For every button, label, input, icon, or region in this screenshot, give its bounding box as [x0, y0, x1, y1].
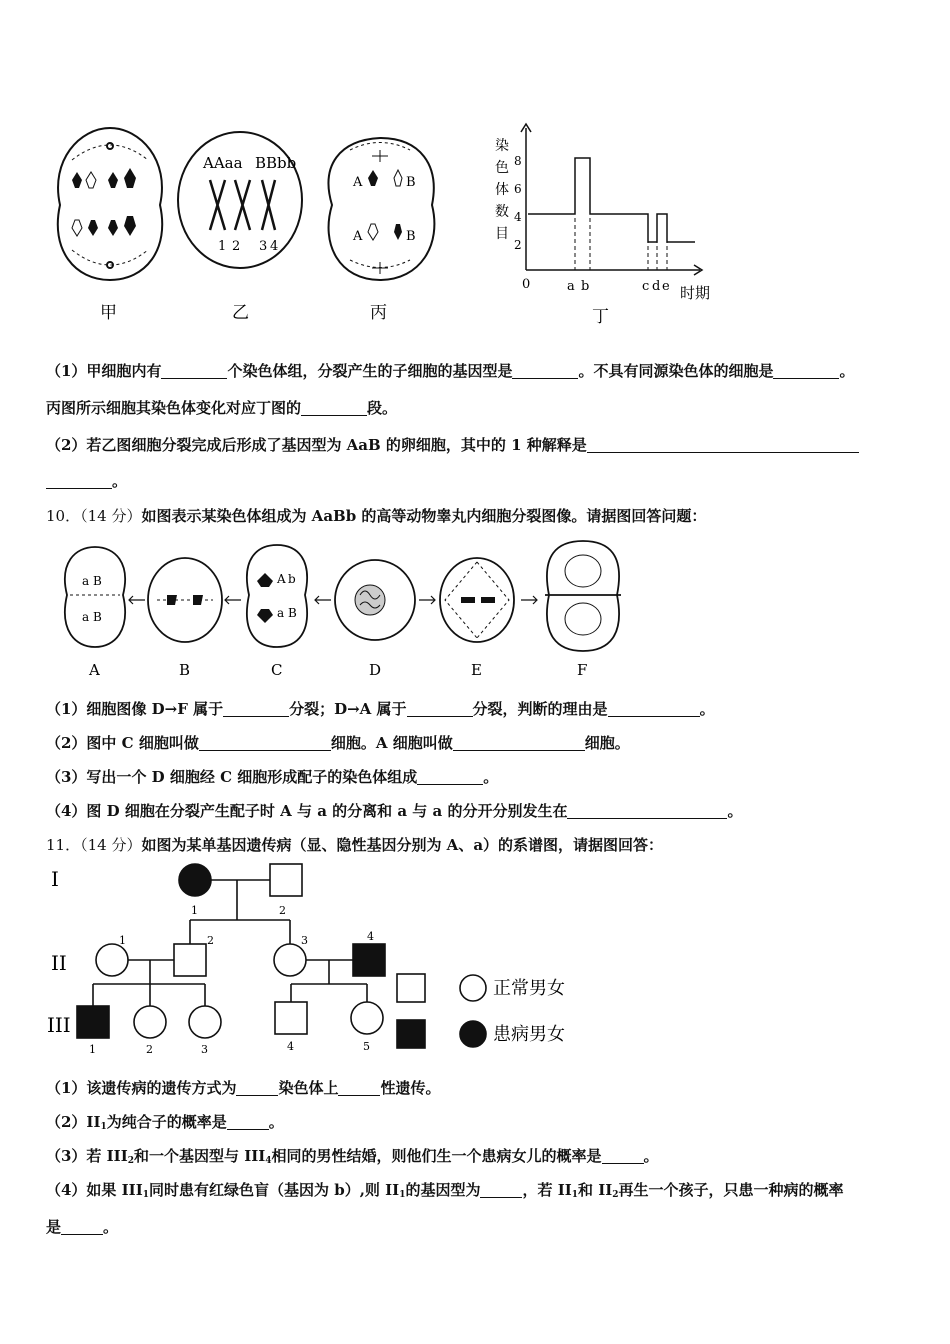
ding-step-line [528, 158, 695, 242]
q9-blank-5b[interactable] [46, 473, 112, 489]
cell-label-A: A [89, 661, 100, 679]
yi-alleles-a: AAaa [203, 154, 243, 172]
cell-label-B: B [179, 661, 191, 679]
I1-affected-female [179, 864, 211, 896]
q11-blank-1[interactable] [236, 1080, 278, 1096]
q10-p1-text-d: 。 [699, 700, 715, 718]
III4-number: 4 [287, 1040, 294, 1053]
bing-bottom-b: B [406, 229, 416, 244]
q11-number: 11． [46, 836, 81, 854]
q9-blank-5[interactable] [587, 437, 859, 453]
cellA-allele-4: B [93, 610, 102, 624]
cellC-allele-3: a [277, 606, 285, 620]
q10-header [46, 505, 706, 526]
gen-label-2: II [51, 951, 67, 975]
q10-p2-text-c: 细胞。 [584, 734, 630, 752]
q11-blank-5[interactable] [480, 1182, 522, 1198]
bing-bottom-a: A [353, 229, 363, 244]
q9-p1-text-d: 。 [839, 362, 855, 380]
legend-normal-female [460, 975, 486, 1001]
q11-p2-text-a: （2）II [46, 1113, 101, 1131]
q11-p4-text-b: 同时患有红绿色盲（基因为 b）,则 II [148, 1181, 400, 1199]
pedigree-figure [45, 860, 605, 1060]
cell-bing [329, 138, 435, 280]
q11-points: （14 分） [80, 836, 142, 854]
q10-p3-text-b: 。 [483, 768, 499, 786]
q11-p4-sub1: 1 [142, 1190, 149, 1200]
ding-graph [521, 124, 702, 275]
q11-p3-sub1: 2 [127, 1156, 134, 1166]
q11-p4-text-f: 再生一个孩子，只患一种病的概率 [618, 1181, 844, 1199]
q11-p2-sub: 1 [100, 1122, 107, 1132]
ding-y-tick-4: 4 [514, 210, 522, 224]
arrow-d-to-e [419, 596, 435, 604]
q11-p4-text-e: 和 II [578, 1181, 613, 1199]
q11-blank-4[interactable] [602, 1148, 644, 1164]
q9-p1-text-e: 丙图所示细胞其染色体变化对应丁图的 [46, 399, 302, 417]
cell-label-E: E [471, 661, 482, 679]
III1-affected-male [77, 1006, 109, 1038]
ding-y-char-1: 染 [495, 138, 509, 154]
q9-p1-text-c: 。不具有同源染色体的细胞是 [578, 362, 774, 380]
III3-normal-female [189, 1006, 221, 1038]
II2-number: 2 [207, 934, 214, 947]
q11-p4-sub3: 1 [571, 1190, 578, 1200]
II3-normal-female [274, 944, 306, 976]
q10-stem: 如图表示某染色体组成为 AaBb 的高等动物睾丸内细胞分裂图像。请据图回答问题： [141, 507, 707, 525]
ding-x-label: 时期 [680, 284, 711, 302]
yi-number-4: 4 [270, 239, 279, 254]
gen-label-1: I [51, 867, 59, 891]
I2-normal-male [270, 864, 302, 896]
q11-p1-text-a: （1）该遗传病的遗传方式为 [46, 1079, 237, 1097]
cell-label-F: F [577, 661, 588, 679]
q11-blank-6[interactable] [61, 1219, 103, 1235]
q11-p4-text-h: 。 [103, 1218, 119, 1236]
q11-p3-text-a: （3）若 III [46, 1147, 128, 1165]
q11-part4-line1 [46, 1179, 844, 1200]
arrow-e-to-f [521, 596, 537, 604]
cell-D [335, 560, 415, 640]
q11-p2-text-b: 为纯合子的概率是 [106, 1113, 227, 1131]
cellA-allele-3: a [82, 610, 90, 624]
ding-x-c: c [642, 279, 650, 294]
gen-label-3: III [47, 1013, 71, 1037]
q9-p1-text-a: （1）甲细胞内有 [46, 362, 162, 380]
II4-number: 4 [367, 930, 374, 943]
cell-jia [58, 128, 162, 280]
cellA-allele-2: B [93, 574, 102, 588]
legend-affected-male [397, 1020, 425, 1048]
q10-p2-text-a: （2）图中 C 细胞叫做 [46, 734, 199, 752]
ding-x-a: a [567, 279, 575, 294]
q10-p3-text-a: （3）写出一个 D 细胞经 C 细胞形成配子的染色体组成 [46, 768, 418, 786]
yi-alleles-b: BBbb [255, 154, 297, 172]
q9-part2-line1 [46, 434, 859, 455]
q11-blank-3[interactable] [227, 1114, 269, 1130]
III3-number: 3 [201, 1043, 208, 1056]
q10-p2-text-b: 细胞。A 细胞叫做 [330, 734, 453, 752]
III5-normal-female [351, 1002, 383, 1034]
cell-B [148, 558, 222, 642]
bing-top-a: A [353, 175, 363, 190]
q10-blank-3[interactable] [608, 701, 700, 717]
q10-part1 [46, 698, 715, 719]
q11-p1-text-c: 性遗传。 [380, 1079, 441, 1097]
q9-part2-line2 [46, 470, 127, 491]
cell-jia-chromosomes [72, 168, 136, 236]
q11-header [46, 834, 663, 855]
label-bing: 丙 [370, 303, 387, 323]
cellA-allele-1: a [82, 574, 90, 588]
q9-figure [50, 120, 720, 335]
yi-number-3: 3 [259, 239, 268, 254]
cell-label-D: D [369, 661, 382, 679]
legend-normal-label: 正常男女 [493, 978, 565, 999]
legend-normal-male [397, 974, 425, 1002]
q9-p1-text-f: 段。 [367, 399, 398, 417]
q10-blank-2[interactable] [407, 701, 473, 717]
q11-p4-text-d: ，若 II [522, 1181, 572, 1199]
label-yi: 乙 [232, 303, 249, 323]
q10-part2 [46, 732, 630, 753]
q11-p3-sub2: 4 [265, 1156, 272, 1166]
ding-x-d: d [652, 279, 661, 294]
III2-number: 2 [146, 1043, 153, 1056]
arrow-d-to-c [315, 596, 331, 604]
cellC-allele-4: B [288, 606, 297, 620]
bing-top-b: B [406, 175, 416, 190]
q9-blank-1[interactable] [161, 363, 227, 379]
II3-number: 3 [301, 934, 308, 947]
ding-y-char-3: 体 [495, 182, 509, 198]
label-jia: 甲 [100, 303, 117, 323]
q10-blank-7[interactable] [567, 803, 727, 819]
q11-p3-text-c: 相同的男性结婚，则他们生一个患病女儿的概率是 [271, 1147, 602, 1165]
q11-blank-2[interactable] [338, 1080, 380, 1096]
q10-part3 [46, 766, 498, 787]
legend-affected-female [460, 1021, 486, 1047]
q9-blank-4[interactable] [301, 400, 367, 416]
q11-p4-sub2: 1 [399, 1190, 406, 1200]
q10-blank-1[interactable] [223, 701, 289, 717]
q9-p2-end: 。 [112, 472, 128, 490]
cell-F [545, 541, 621, 651]
q10-blank-6[interactable] [417, 769, 483, 785]
q10-p1-text-c: 分裂，判断的理由是 [472, 700, 608, 718]
q9-p2-text: （2）若乙图细胞分裂完成后形成了基因型为 AaB 的卵细胞，其中的 1 种解释是 [46, 436, 587, 454]
ding-x-e: e [662, 279, 670, 294]
legend-affected-label: 患病男女 [493, 1024, 565, 1045]
yi-number-1: 1 [218, 239, 227, 254]
q11-p2-text-c: 。 [268, 1113, 284, 1131]
q9-blank-3[interactable] [773, 363, 839, 379]
II1-number: 1 [119, 934, 126, 947]
cell-bing-chromosomes [368, 170, 402, 240]
q10-part4 [46, 800, 742, 821]
I1-number: 1 [191, 904, 198, 917]
q11-part2 [46, 1111, 284, 1132]
q10-blank-5[interactable] [453, 735, 585, 751]
q10-p4-text-b: 。 [727, 802, 743, 820]
cell-C [247, 545, 307, 647]
q9-part1-line1 [46, 360, 855, 381]
q10-number: 10． [46, 507, 81, 525]
arrow-b-to-a [129, 596, 145, 604]
cellC-allele-1: A [277, 572, 286, 586]
q10-p1-text-a: （1）细胞图像 D→F 属于 [46, 700, 224, 718]
q11-stem: 如图为某单基因遗传病（显、隐性基因分别为 A、a）的系谱图，请据图回答： [141, 836, 664, 854]
cell-label-C: C [271, 661, 283, 679]
q10-points: （14 分） [80, 507, 142, 525]
ding-y-tick-6: 6 [514, 182, 522, 196]
q11-p3-text-b: 和一个基因型与 III [133, 1147, 266, 1165]
III5-number: 5 [363, 1040, 370, 1053]
cell-A [65, 547, 125, 647]
ding-origin: 0 [522, 277, 531, 292]
q9-p1-text-b: 个染色体组，分裂产生的子细胞的基因型是 [227, 362, 513, 380]
ding-y-char-2: 色 [495, 160, 509, 176]
q11-p4-text-g: 是 [46, 1218, 62, 1236]
III4-normal-male [275, 1002, 307, 1034]
ding-y-char-4: 数 [495, 204, 509, 220]
III1-number: 1 [89, 1043, 96, 1056]
q11-part1 [46, 1077, 440, 1098]
q10-p4-text-a: （4）图 D 细胞在分裂产生配子时 A 与 a 的分离和 a 与 a 的分开分别发生在 [46, 802, 568, 820]
q11-p4-text-a: （4）如果 III [46, 1181, 143, 1199]
cellC-allele-2: b [288, 572, 296, 586]
q11-part3 [46, 1145, 659, 1166]
yi-number-2: 2 [232, 239, 241, 254]
ding-x-b: b [581, 279, 590, 294]
q10-blank-4[interactable] [199, 735, 331, 751]
II4-affected-male [353, 944, 385, 976]
label-ding: 丁 [592, 307, 609, 327]
q11-p3-text-d: 。 [643, 1147, 659, 1165]
II1-normal-female [96, 944, 128, 976]
ding-y-tick-8: 8 [514, 154, 522, 168]
q11-p1-text-b: 染色体上 [278, 1079, 339, 1097]
II2-normal-male [174, 944, 206, 976]
ding-y-tick-2: 2 [514, 238, 522, 252]
I2-number: 2 [279, 904, 286, 917]
q11-p4-text-c: 的基因型为 [405, 1181, 481, 1199]
q11-p4-sub4: 2 [612, 1190, 619, 1200]
ding-y-char-5: 目 [495, 226, 509, 242]
q11-part4-line2 [46, 1216, 118, 1237]
III2-normal-female [134, 1006, 166, 1038]
q10-figure [45, 535, 635, 685]
q9-part1-line2 [46, 397, 397, 418]
cell-E [440, 558, 514, 642]
arrow-c-to-b [225, 596, 241, 604]
q9-blank-2[interactable] [512, 363, 578, 379]
q10-p1-text-b: 分裂；D→A 属于 [289, 700, 407, 718]
